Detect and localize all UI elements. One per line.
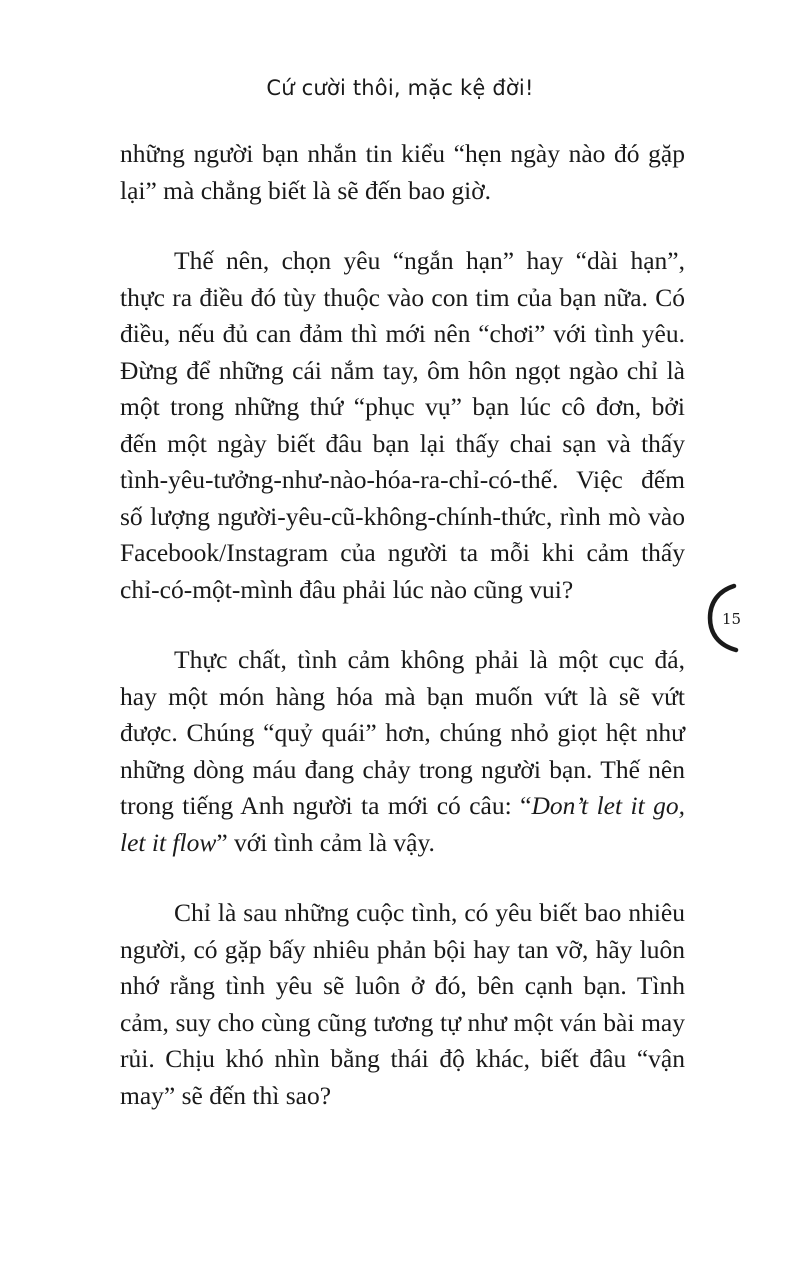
english-quote: Don’t let it go, let it flow	[120, 791, 685, 857]
paragraph-3	[120, 642, 685, 861]
paragraph-3-text-end: ” với tình cảm là vậy.	[216, 827, 435, 857]
paragraph-4: Chỉ là sau những cuộc tình, có yêu biết bao nhiêu người, có gặp bấy nhiêu phản bội hay tan vỡ, hãy luôn nhớ rằng tình yêu sẽ luôn ở đó, bên cạnh bạn. Tình cảm, suy cho cùng cũng tương tự như một ván bài may rủi. Chịu khó nhìn bằng thái độ khác, biết đâu “vận may” sẽ đến thì sao?	[120, 898, 685, 1110]
paragraph-3-text-start: Thực chất, tình cảm không phải là một cục đá, hay một món hàng hóa mà bạn muốn vứt là sẽ vứt được. Chúng “quỷ quái” hơn, chúng nhỏ giọt hệt như những dòng máu đang chảy trong người bạn. Thế nên trong tiếng Anh người ta mới có câu: “	[120, 645, 685, 820]
body-text	[120, 136, 685, 1148]
page-number: 15	[722, 610, 742, 628]
running-header: Cứ cười thôi, mặc kệ đời!	[266, 76, 534, 100]
paragraph-1: những người bạn nhắn tin kiểu “hẹn ngày nào đó gặp lại” mà chẳng biết là sẽ đến bao giờ.	[120, 139, 685, 205]
paragraph-2: Thế nên, chọn yêu “ngắn hạn” hay “dài hạn”, thực ra điều đó tùy thuộc vào con tim của bạn nữa. Có điều, nếu đủ can đảm thì mới nên “chơi” với tình yêu. Đừng để những cái nắm tay, ôm hôn ngọt ngào chỉ là một trong những thứ “phục vụ” bạn lúc cô đơn, bởi đến một ngày biết đâu bạn lại thấy chai sạn và thấy tình-yêu-tưởng-như-nào-hóa-ra-chỉ-có-thế. Việc đếm số lượng người-yêu-cũ-không-chính-thức, rình mò vào Facebook/Instagram của người ta mỗi khi cảm thấy chỉ-có-một-mình đâu phải lúc nào cũng vui?	[120, 246, 685, 604]
